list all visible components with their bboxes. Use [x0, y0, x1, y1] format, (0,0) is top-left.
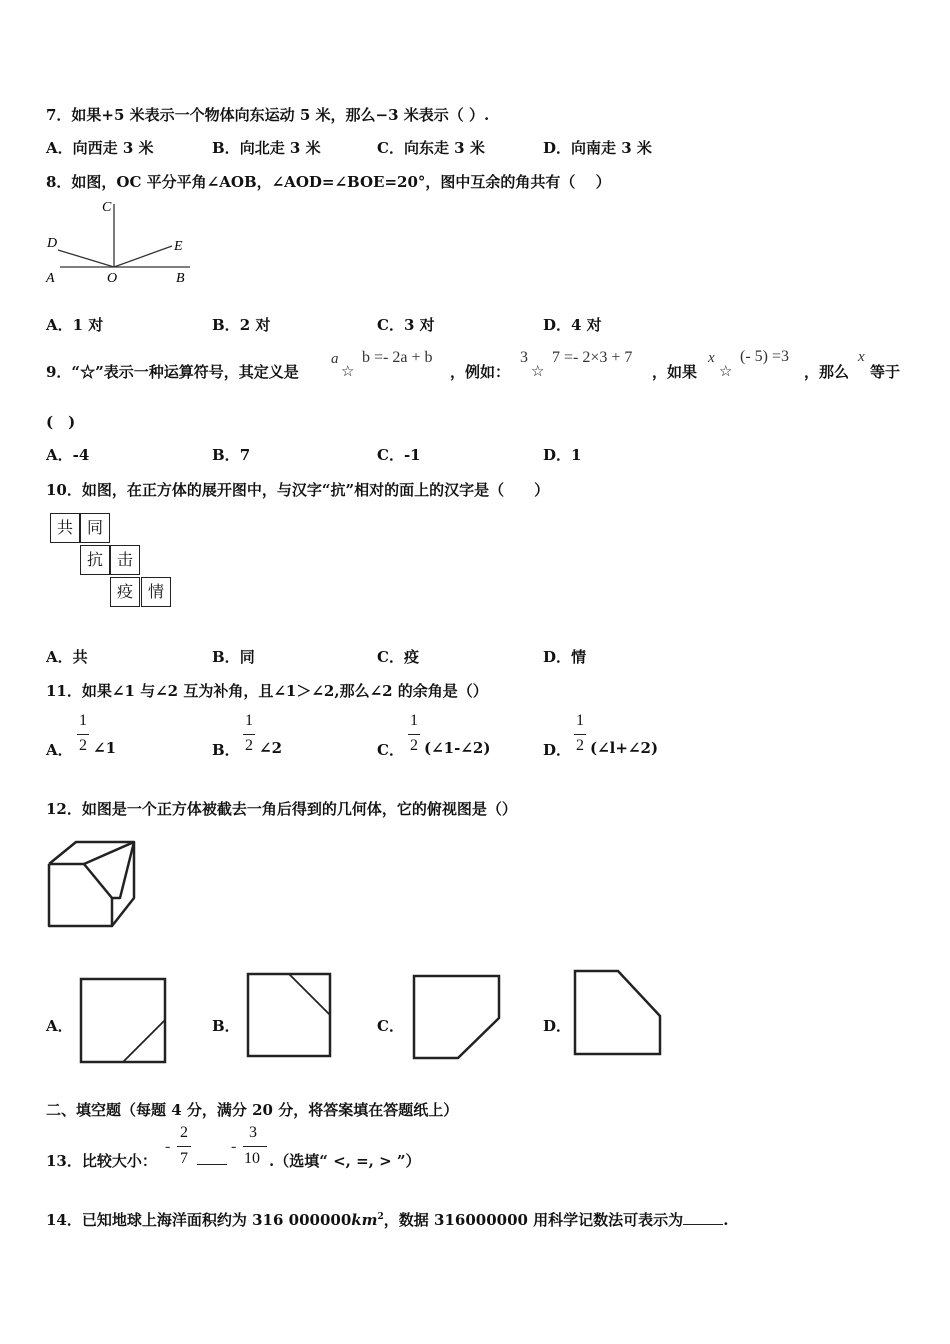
q9-star-1: ☆ [341, 362, 355, 380]
q9-def-rhs: b =- 2a + b [362, 349, 433, 366]
q7-option-b: B．向北走 3 米 [212, 139, 321, 157]
label-a: A [46, 271, 55, 286]
q9-prefix: 9．“☆”表示一种运算符号，其定义是 [46, 363, 299, 381]
label-c: C [102, 200, 112, 215]
q9-star-2: ☆ [531, 362, 545, 380]
q9-x1: x [708, 350, 715, 366]
q10-option-d: D．情 [543, 648, 587, 666]
q8-option-d: D．4 对 [543, 316, 602, 334]
q9-ex-left: 3 [520, 349, 528, 366]
net-cell-3: 抗 [80, 545, 110, 575]
q10-option-a: A．共 [46, 648, 88, 666]
q12-option-d-figure [572, 968, 666, 1060]
net-cell-5: 疫 [110, 577, 140, 607]
q9-x2: x [858, 349, 865, 365]
q9-if-rhs: (- 5) =3 [740, 348, 790, 365]
q9-answer-paren: ( ) [46, 413, 76, 431]
net-cell-6: 情 [141, 577, 171, 607]
q10-stem: 10．如图，在正方体的展开图中，与汉字“抗”相对的面上的汉字是（ ） [46, 481, 550, 499]
net-cell-1: 共 [50, 513, 80, 543]
net-cell-2: 同 [80, 513, 110, 543]
q10-option-b: B．同 [212, 648, 255, 666]
q8-stem: 8．如图，OC 平分平角∠AOB，∠AOD=∠BOE=20°，图中互余的角共有（ ） [46, 173, 611, 191]
q9-then-label: ，那么 [804, 363, 850, 381]
q9-if-label: ，如果 [652, 363, 698, 381]
q13-label: 13．比较大小： [46, 1152, 157, 1170]
q9-def-a: a [331, 351, 339, 367]
label-e: E [174, 239, 183, 254]
q10-option-c: C．疫 [377, 648, 419, 666]
q9-option-d: D．1 [543, 446, 582, 464]
q9-ex-rhs: 7 =- 2×3 + 7 [552, 349, 633, 366]
q12-option-c-figure [411, 973, 505, 1063]
section-2-title: 二、填空题（每题 4 分，满分 20 分，将答案填在答题纸上） [46, 1101, 459, 1119]
q9-example-label: ，例如： [450, 363, 511, 381]
q14-text: 14．已知地球上海洋面积约为 316 $000000km^2$，数据 316000000 用科学记数法可表示为 . [46, 1211, 729, 1229]
q12-option-b-label: B． [212, 1017, 240, 1035]
q11-option-b: B． 1 2 ∠2 [212, 712, 283, 759]
net-cell-4: 击 [110, 545, 140, 575]
q9-option-a: A．-4 [46, 446, 90, 464]
q7-option-c: C．向东走 3 米 [377, 139, 485, 157]
label-b: B [176, 271, 185, 286]
q11-option-c: C． 1 2 (∠1-∠2) [377, 712, 491, 759]
q8-option-c: C．3 对 [377, 316, 435, 334]
q7-option-a: A．向西走 3 米 [46, 139, 154, 157]
q13-expression: - 2 7 - 3 10 .（选填“ <, =, > ”） [165, 1124, 421, 1170]
label-d: D [47, 236, 58, 251]
q8-option-a: A．1 对 [46, 316, 104, 334]
ray-oe [114, 246, 172, 267]
q8-option-b: B．2 对 [212, 316, 271, 334]
q11-option-a: A． 1 2 ∠1 [46, 712, 117, 759]
q12-truncated-cube-figure [44, 836, 144, 932]
q9-option-c: C．-1 [377, 446, 421, 464]
q12-stem: 12．如图是一个正方体被截去一角后得到的几何体，它的俯视图是（） [46, 800, 517, 818]
q9-option-b: B．7 [212, 446, 251, 464]
q7-stem: 7．如果+5 米表示一个物体向东运动 5 米，那么−3 米表示（ ）. [46, 106, 490, 124]
q12-option-c-label: C． [377, 1017, 404, 1035]
q9-equals-label: 等于 [870, 363, 901, 381]
q12-option-d-label: D． [543, 1017, 572, 1035]
q12-option-a-figure [78, 976, 170, 1066]
q9-star-3: ☆ [719, 362, 733, 380]
q12-option-a-label: A． [46, 1017, 73, 1035]
q11-stem: 11．如果∠1 与∠2 互为补角，且∠1＞∠2,那么∠2 的余角是（） [46, 682, 488, 700]
q12-option-b-figure [245, 971, 335, 1061]
q8-angle-figure [40, 196, 200, 288]
ray-od [58, 250, 114, 267]
label-o: O [107, 271, 118, 286]
q7-option-d: D．向南走 3 米 [543, 139, 652, 157]
q13-answer-blank[interactable] [197, 1150, 227, 1165]
q14-answer-blank[interactable] [683, 1212, 723, 1225]
q11-option-d: D． 1 2 (∠l+∠2) [543, 712, 659, 759]
